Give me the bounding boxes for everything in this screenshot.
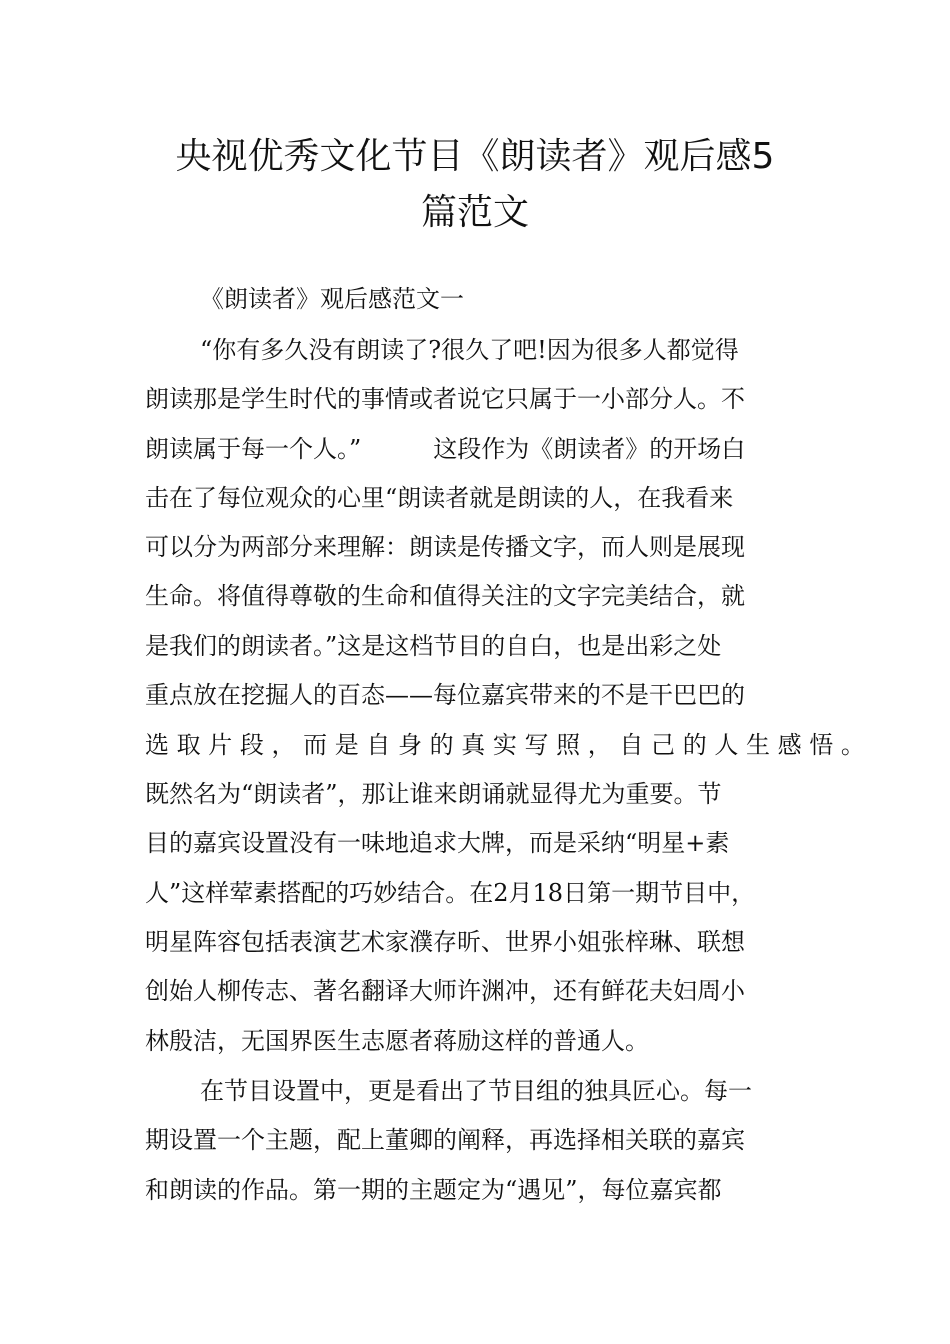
section-heading: 《朗读者》观后感范文一	[200, 285, 464, 313]
document-title-line-2: 篇范文	[420, 192, 529, 233]
paragraph-line: 目的嘉宾设置没有一味地追求大牌，而是采纳“明星+素	[145, 829, 730, 857]
paragraph-line: 人”这样荤素搭配的巧妙结合。在2月18日第一期节目中，	[145, 879, 756, 907]
paragraph-line: 在节目设置中，更是看出了节目组的独具匠心。每一	[200, 1077, 752, 1105]
paragraph-line: 和朗读的作品。第一期的主题定为“遇见”，每位嘉宾都	[145, 1176, 722, 1204]
paragraph-line: 是我们的朗读者。”这是这档节目的自白，也是出彩之处	[145, 632, 722, 660]
paragraph-line: 朗读属于每一个人。” 这段作为《朗读者》的开场白	[145, 435, 746, 463]
paragraph-line: 既然名为“朗读者”，那让谁来朗诵就显得尤为重要。节	[145, 780, 722, 808]
paragraph-line: 创始人柳传志、著名翻译大师许渊冲，还有鲜花夫妇周小	[145, 977, 745, 1005]
paragraph-line: “你有多久没有朗读了?很久了吧!因为很多人都觉得	[200, 336, 739, 364]
paragraph-line: 击在了每位观众的心里“朗读者就是朗读的人，在我看来	[145, 484, 734, 512]
paragraph-line: 重点放在挖掘人的百态——每位嘉宾带来的不是干巴巴的	[145, 681, 745, 709]
paragraph-line: 期设置一个主题，配上董卿的阐释，再选择相关联的嘉宾	[145, 1126, 745, 1154]
paragraph-line: 可以分为两部分来理解：朗读是传播文字，而人则是展现	[145, 533, 745, 561]
paragraph-line: 林殷洁，无国界医生志愿者蒋励这样的普通人。	[145, 1027, 649, 1055]
paragraph-line: 明星阵容包括表演艺术家濮存昕、世界小姐张梓琳、联想	[145, 928, 745, 956]
paragraph-line: 朗读那是学生时代的事情或者说它只属于一小部分人。不	[145, 385, 745, 413]
paragraph-line: 选 取 片 段 ， 而 是 自 身 的 真 实 写 照 ， 自 己 的 人 生 感 悟 。	[145, 731, 865, 759]
paragraph-line: 生命。将值得尊敬的生命和值得关注的文字完美结合，就	[145, 582, 745, 610]
document-title-line-1: 央视优秀文化节目《朗读者》观后感5	[175, 136, 775, 177]
